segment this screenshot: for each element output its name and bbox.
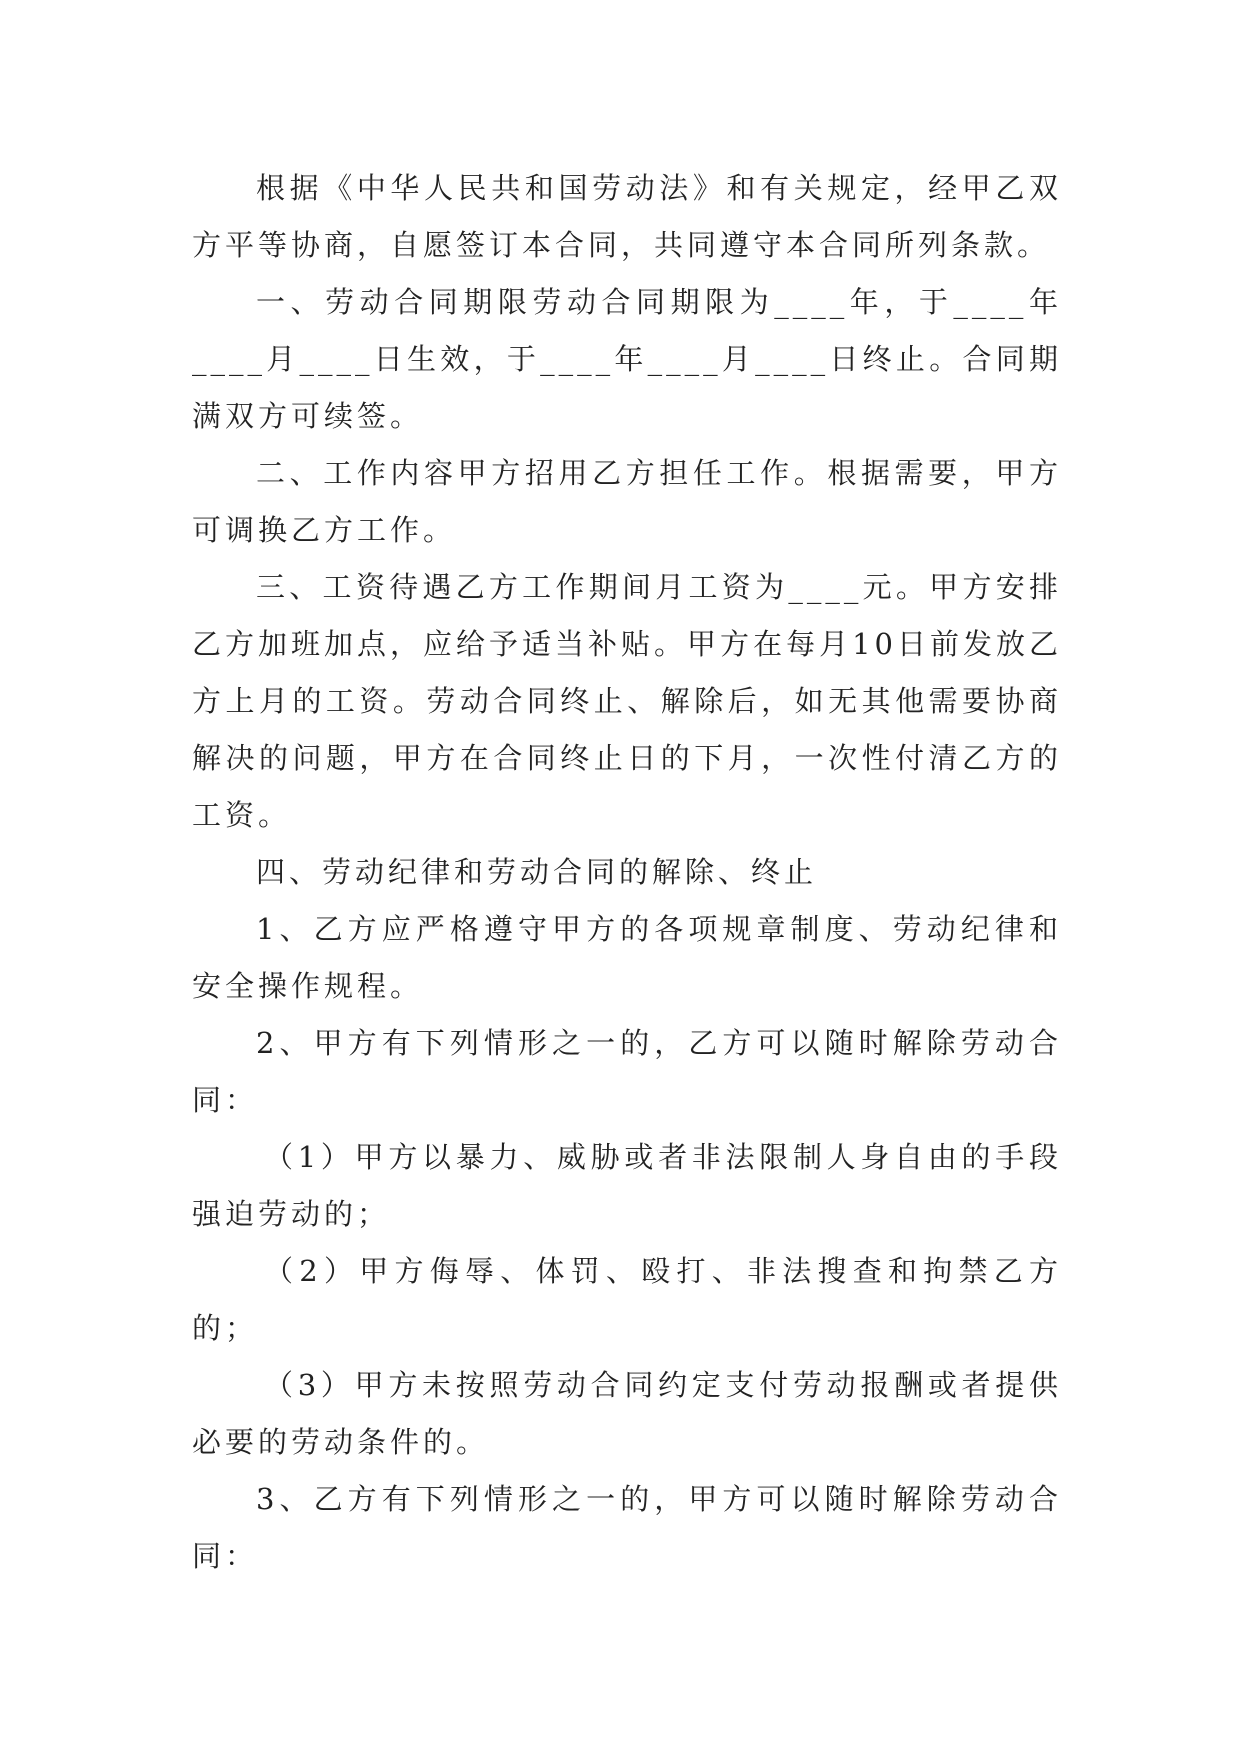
clause-contract-term: 一、劳动合同期限劳动合同期限为____年，于____年____月____日生效，于____年____月____日终止。合同期满双方可续签。 xyxy=(192,285,1062,433)
clause-wages: 三、工资待遇乙方工作期间月工资为____元。甲方安排乙方加班加点，应给予适当补贴。甲方在每月10日前发放乙方上月的工资。劳动合同终止、解除后，如无其他需要协商解决的问题，甲方在合同终止日的下月，一次性付清乙方的工资。 xyxy=(192,570,1062,832)
contract-body xyxy=(192,160,1062,1585)
clause-job-content: 二、工作内容甲方招用乙方担任工作。根据需要，甲方可调换乙方工作。 xyxy=(192,456,1062,547)
item-1: 1、乙方应严格遵守甲方的各项规章制度、劳动纪律和安全操作规程。 xyxy=(192,912,1062,1003)
intro-paragraph: 根据《中华人民共和国劳动法》和有关规定，经甲乙双方平等协商，自愿签订本合同，共同遵守本合同所列条款。 xyxy=(192,171,1062,262)
item-2: 2、甲方有下列情形之一的，乙方可以随时解除劳动合同： xyxy=(192,1026,1062,1117)
sub-item-2: （2）甲方侮辱、体罚、殴打、非法搜查和拘禁乙方的； xyxy=(192,1254,1062,1345)
item-3: 3、乙方有下列情形之一的，甲方可以随时解除劳动合同： xyxy=(192,1482,1062,1573)
clause-discipline-heading: 四、劳动纪律和劳动合同的解除、终止 xyxy=(256,855,818,889)
sub-item-1: （1）甲方以暴力、威胁或者非法限制人身自由的手段强迫劳动的； xyxy=(192,1140,1062,1231)
sub-item-3: （3）甲方未按照劳动合同约定支付劳动报酬或者提供必要的劳动条件的。 xyxy=(192,1368,1062,1459)
